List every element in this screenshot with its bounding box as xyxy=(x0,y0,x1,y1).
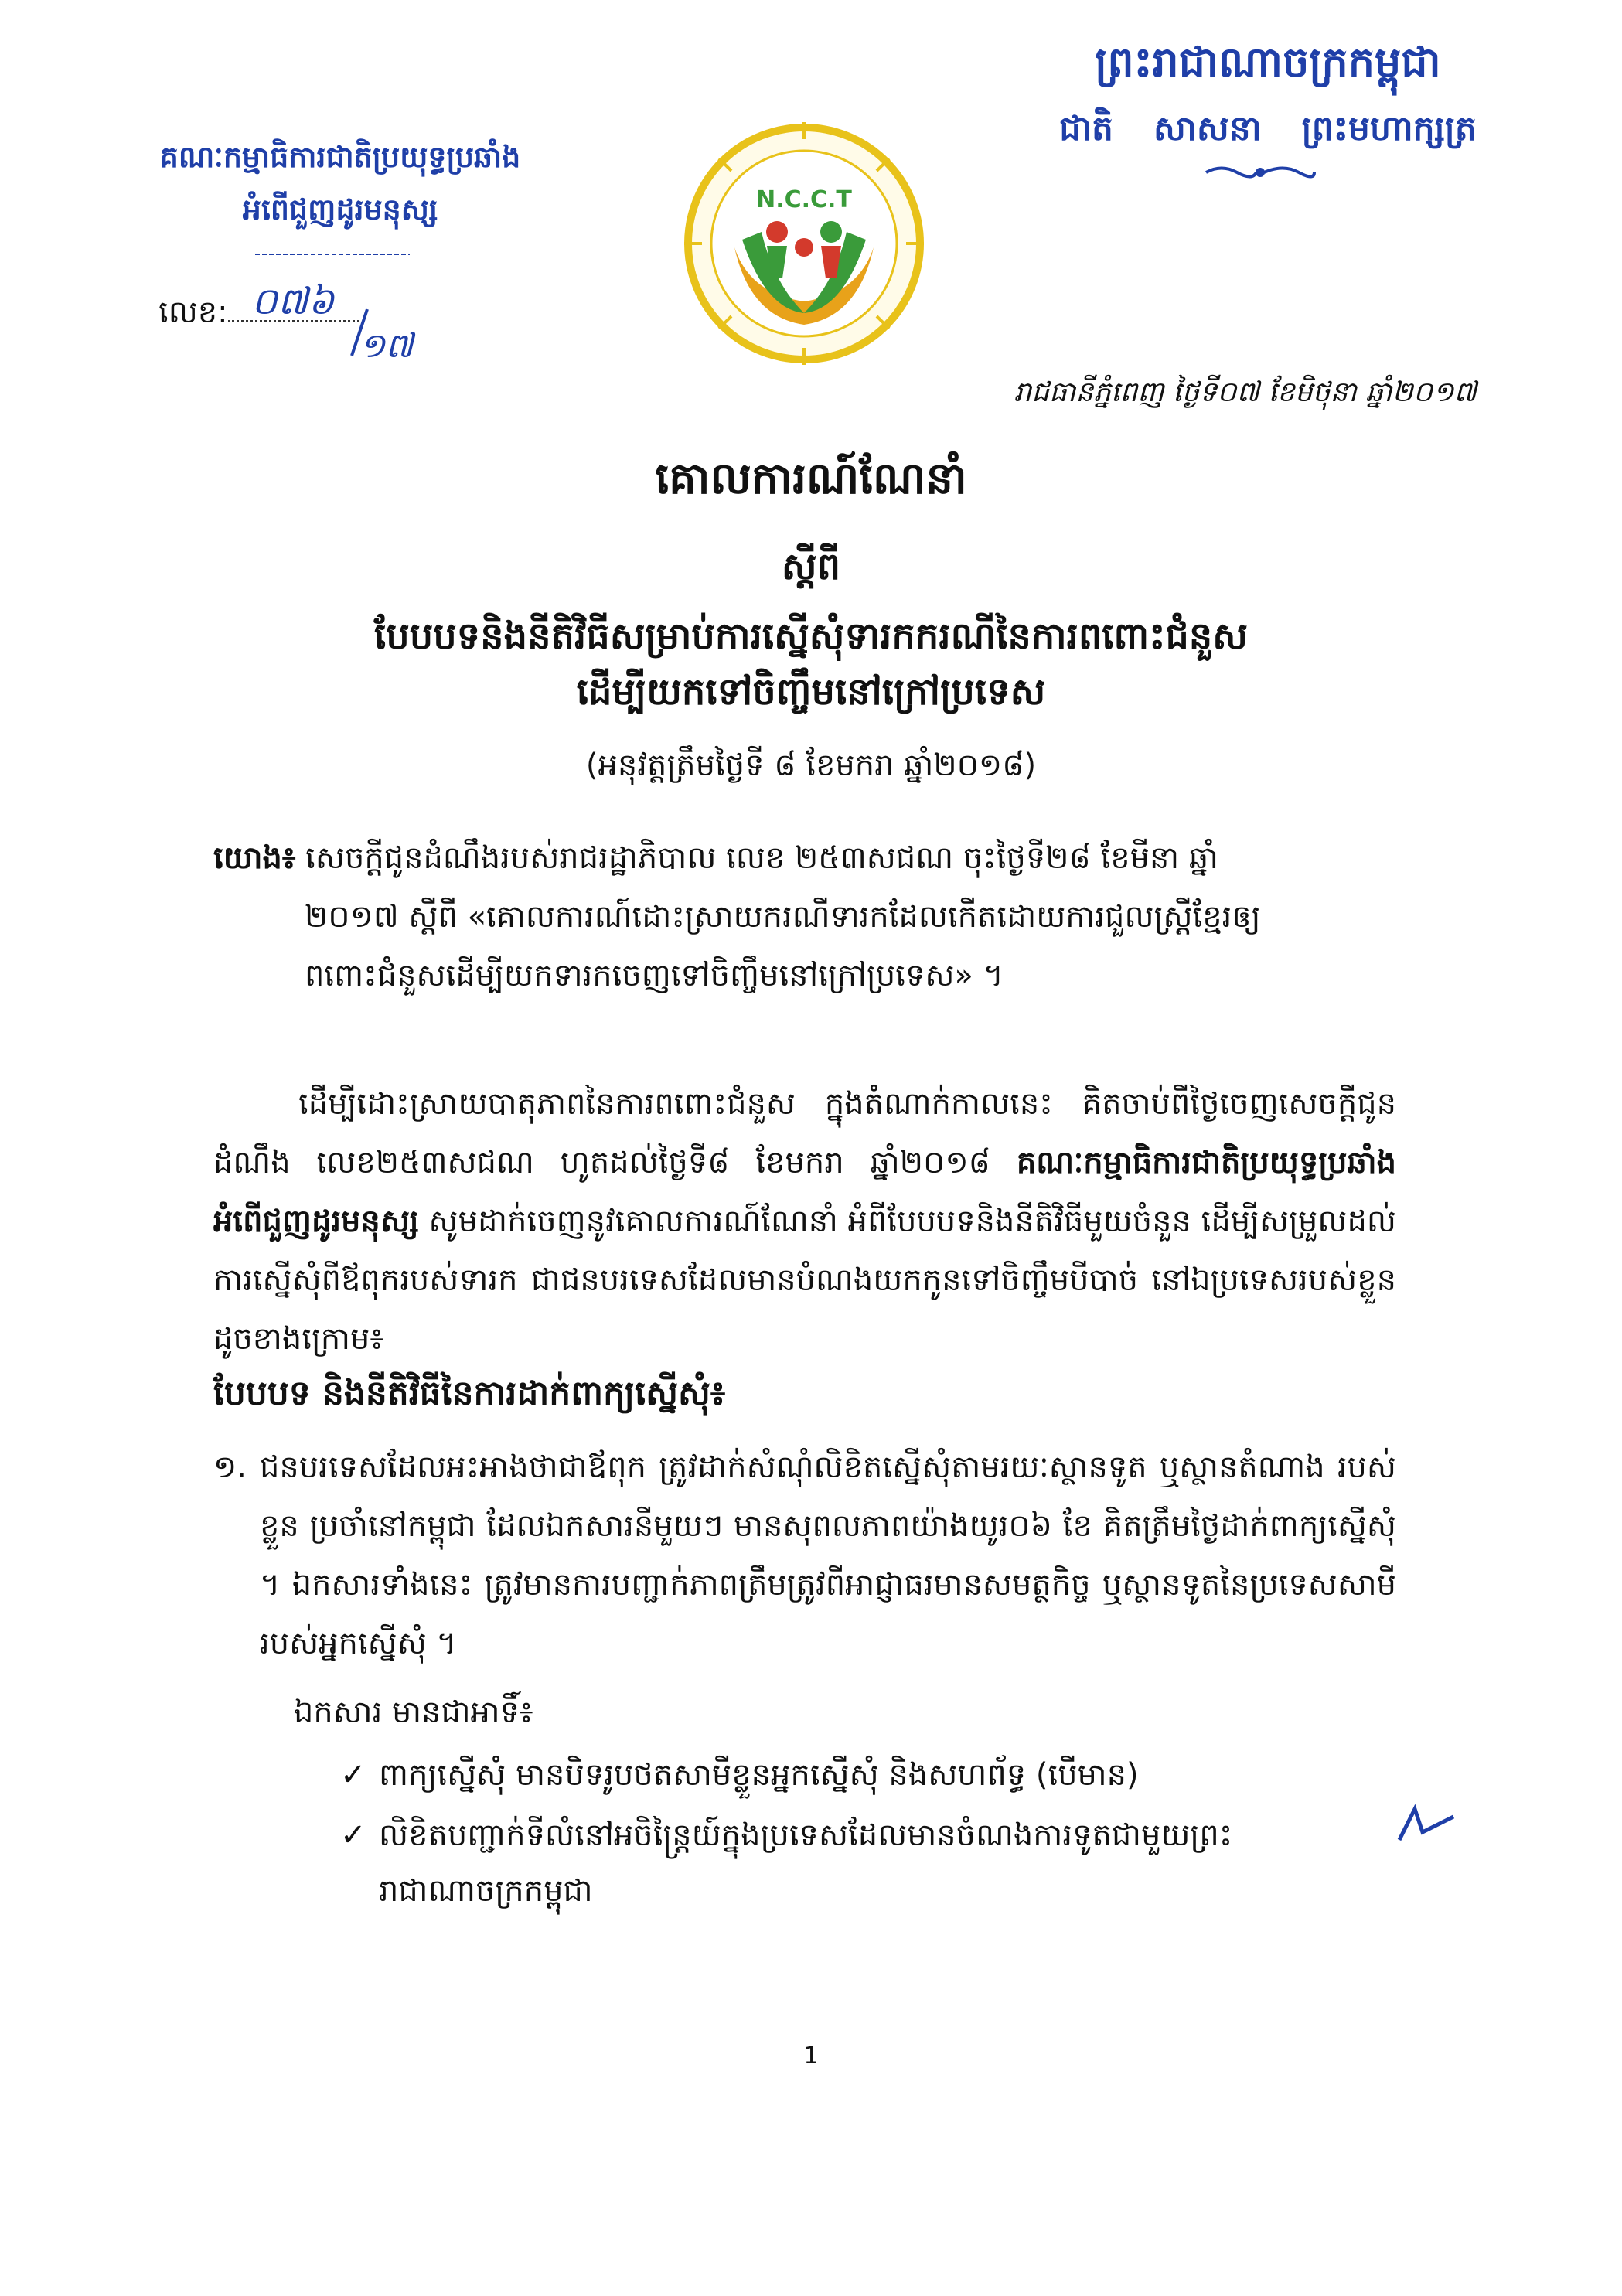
handwritten-ref-year: ១៧ xyxy=(359,326,414,366)
intro-text-part1: ដើម្បីដោះស្រាយបាតុភាពនៃការពពោះជំនួស ក្នុងតំណាក់កាលនេះ គិតចាប់ពីថ្ងៃចេញសេចក្តីជូនដំណឹង លេខ២៥៣សជណ ហូតដល់ថ្ងៃទី៨ ខែមករា ឆ្នាំ២០១៨ xyxy=(213,1086,1396,1180)
documents-list xyxy=(340,1747,1438,1923)
document-date: រាជធានីភ្នំពេញ ថ្ងៃទី០៧ ខែមិថុនា ឆ្នាំ២០១៧ xyxy=(1014,376,1477,408)
motto-king: ព្រះមហាក្សត្រ xyxy=(1301,109,1477,148)
ncct-committee-seal-icon xyxy=(680,116,928,371)
document-title: គោលការណ៍ណែនាំ xyxy=(655,454,967,504)
kingdom-heading: ព្រះរាជាណាចក្រកម្ពុជា xyxy=(1095,38,1441,87)
documents-heading: ឯកសារ មានជាអាទិ៍៖ xyxy=(294,1695,533,1730)
motto-religion: សាសនា xyxy=(1153,109,1262,148)
ornament-divider-icon xyxy=(1202,162,1318,182)
document-item-continuation: រាជាណាចក្រកម្ពុជា xyxy=(379,1873,593,1909)
committee-name-line2: អំពើជួញដូរមនុស្ស xyxy=(242,192,438,227)
national-motto xyxy=(997,108,1539,150)
effective-date: (អនុវត្តត្រឹមថ្ងៃទី ៨ ខែមករា ឆ្នាំ២០១៨) xyxy=(585,748,1037,783)
checkmark-icon: ✓ xyxy=(340,1817,366,1853)
list-item xyxy=(340,1747,1438,1803)
list-item xyxy=(340,1807,1438,1919)
intro-committee-name: គណៈកម្មាធិការជាតិប្រយុទ្ធប្រឆាំងអំពើជួញដូរមនុស្ស xyxy=(213,1145,1396,1239)
list-item xyxy=(213,1438,1396,1673)
committee-name-line1: គណៈកម្មាធិការជាតិប្រយុទ្ធប្រឆាំង xyxy=(159,140,521,174)
reference-label: លេខ: xyxy=(158,295,228,330)
handwritten-reference xyxy=(244,278,452,371)
document-subject-line1: បែបបទនិងនីតិវិធីសម្រាប់ការស្នើសុំទារកករណីនៃការពពោះជំនួស xyxy=(374,615,1248,658)
divider-line-icon xyxy=(255,249,410,260)
section-heading: បែបបទ និងនីតិវិធីនៃការដាក់ពាក្យស្នើសុំ៖ xyxy=(213,1374,726,1413)
reference-line1: សេចក្តីជូនដំណឹងរបស់រាជរដ្ឋាភិបាល លេខ ២៥៣សជណ ចុះថ្ងៃទី២៨ ខែមីនា ឆ្នាំ xyxy=(305,840,1218,876)
intro-paragraph xyxy=(213,1075,1396,1368)
document-item-text: លិខិតបញ្ជាក់ទីលំនៅអចិន្ត្រៃយ៍ក្នុងប្រទេសដែលមានចំណងការទូតជាមួយព្រះ xyxy=(379,1817,1233,1853)
page-number: 1 xyxy=(803,2042,819,2069)
motto-nation: ជាតិ xyxy=(1059,109,1113,148)
logo-text: N.C.C.T xyxy=(756,186,852,213)
handwritten-mark-icon xyxy=(1392,1801,1461,1848)
item-number: ១. xyxy=(213,1449,247,1485)
intro-text-part2: សូមដាក់ចេញនូវគោលការណ៍ណែនាំ អំពីបែបបទនិងនីតិវិធីមួយចំនួន ដើម្បីសម្រួលដល់ការស្នើសុំពីឪពុករបស់ទារក ជាជនបរទេសដែលមានបំណងយកកូនទៅចិញ្ចឹមបីបាច់ នៅឯប្រទេសរបស់ខ្លួន ដូចខាងក្រោម៖ xyxy=(213,1204,1396,1357)
reference-block-label: យោង៖ xyxy=(213,840,296,876)
reference-line3: ពពោះជំនួសដើម្បីយកទារកចេញទៅចិញ្ចឹមនៅក្រៅប្រទេស» ។ xyxy=(305,958,1004,993)
checkmark-icon: ✓ xyxy=(340,1757,366,1793)
item-text: ជនបរទេសដែលអះអាងថាជាឪពុក ត្រូវដាក់សំណុំលិខិតស្នើសុំតាមរយៈស្ថានទូត ឬស្ថានតំណាង របស់ខ្លួន ប្រចាំនៅកម្ពុជា ដែលឯកសារនីមួយៗ មានសុពលភាពយ៉ាងយូរ០៦ ខែ គិតត្រឹមថ្ងៃដាក់ពាក្យស្នើសុំ ។ ឯកសារទាំងនេះ ត្រូវមានការបញ្ជាក់ភាពត្រឹមត្រូវពីអាជ្ញាធរមានសមត្ថកិច្ច ឬស្ថានទូតនៃប្រទេសសាមីរបស់អ្នកស្នើសុំ ។ xyxy=(260,1449,1396,1661)
handwritten-ref-number: ០៧៦ xyxy=(251,280,335,323)
document-about-label: ស្តីពី xyxy=(781,545,841,588)
document-item-text: ពាក្យស្នើសុំ មានបិទរូបថតសាមីខ្លួនអ្នកស្នើសុំ និងសហព័ទ្ធ (បើមាន) xyxy=(379,1757,1139,1793)
reference-block xyxy=(213,829,1396,1005)
document-subject-line2: ដើម្បីយកទៅចិញ្ចឹមនៅក្រៅប្រទេស xyxy=(576,670,1046,714)
reference-line2: ២០១៧ ស្តីពី «គោលការណ៍ដោះស្រាយករណីទារកដែលកើតដោយការជួលស្ត្រីខ្មែរឲ្យ xyxy=(305,899,1261,935)
